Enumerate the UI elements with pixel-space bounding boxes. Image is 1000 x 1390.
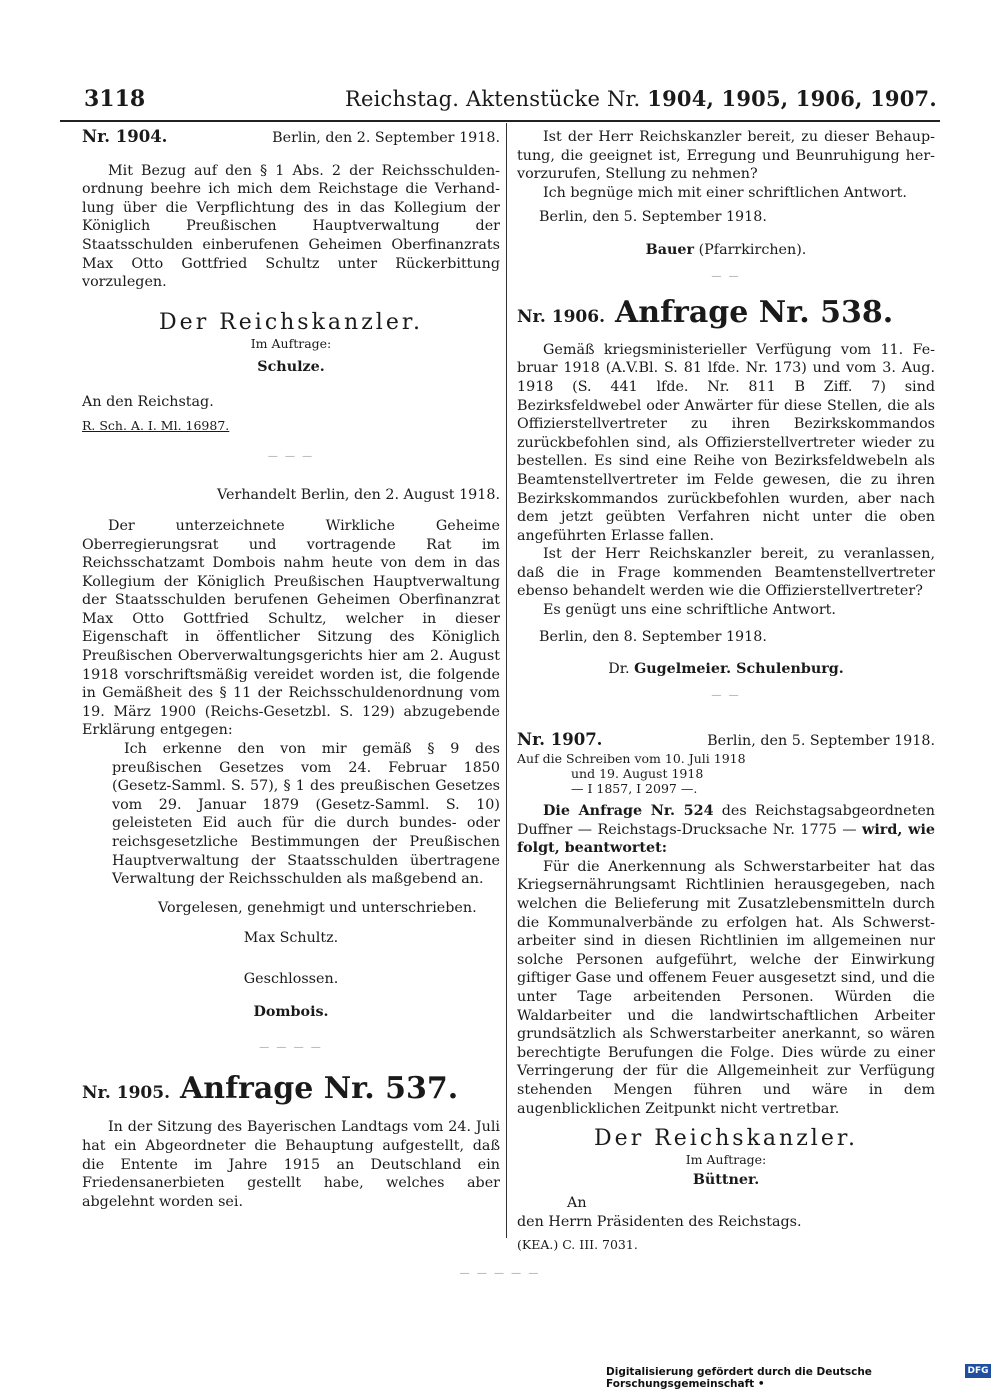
n1907-signature-name: Büttner. xyxy=(692,1172,760,1189)
n1905-signature-name: Bauer xyxy=(645,241,695,258)
verhandelt-signature-dombois: Dombois. xyxy=(253,1003,329,1020)
section-divider: — — — — xyxy=(259,1042,323,1054)
n1907-heading xyxy=(517,731,935,751)
n1906-number: Nr. 1906. xyxy=(517,307,606,328)
n1906-signature-names: Gugelmeier. Schulenburg. xyxy=(634,661,844,678)
n1907-body: Für die Anerkennung als Schwerstarbeiter hat das Kriegsernährungsamt Richtlinien herausgegeben, nach welchen die Belieferung mit Zusatzlebensmitteln durch die Kommunalverbände zu erfolgen hat. Als Schwerstarbeiter sind in diesen Richtlinien im allgemeinen nur solche Personen aufgeführt, welche der Einwirkung giftiger Gase und offenem Feuer ausgesetzt sind, und die unter Tage arbeitenden Personen. Würden die Waldarbeiter und die landwirtschaftlichen Arbeiter grundsätzlich als Schwerstarbeiter anerkannt, so wären berechtigte Berufungen die Folge. Dies würde zu einer Verringerung der für die Allgemeinheit zur Verfügung stehenden Mengen führen und wäre in dem augenblicklichen Zeitpunkt nicht vertretbar. xyxy=(517,858,935,1117)
n1907-addressee-line2: den Herrn Präsidenten des Reichstags. xyxy=(517,1213,802,1230)
running-title-text: Reichstag. Aktenstücke Nr. xyxy=(345,87,641,111)
verhandelt-date: Verhandelt Berlin, den 2. August 1918. xyxy=(217,487,500,504)
left-column xyxy=(82,128,500,1211)
verhandelt-declaration: Ich erkenne den von mir gemäß § 9 des preußischen Gesetzes vom 24. Februar 1850 (Gesetz-Samml. S. 57), § 1 des preußischen Gesetzes vom 29. Januar 1879 (Gesetz-Samml. S. 10) geleisteten Eid auch für die durch bundes- oder reichsgesetzliche Bestimmungen der Preußischen Hauptverwaltung der Staatsschulden übertragene Verwaltung der Reichsschulden als maßgebend an. xyxy=(112,741,500,888)
n1905-title: Anfrage Nr. 537. xyxy=(180,1070,459,1106)
running-title xyxy=(345,86,937,111)
n1904-number: Nr. 1904. xyxy=(82,127,168,146)
digitization-credit: Digitalisierung gefördert durch die Deutsche Forschungsgemeinschaft • xyxy=(606,1366,872,1390)
n1907-ref-line2: und 19. August 1918 xyxy=(571,766,704,782)
right-column xyxy=(517,128,935,1252)
n1905-signature-place: (Pfarrkirchen). xyxy=(698,241,807,258)
n1906-answer-request: Es genügt uns eine schriftliche Antwort. xyxy=(543,602,836,619)
n1905-signature xyxy=(517,241,935,260)
n1904-addressee: An den Reichstag. xyxy=(82,393,214,410)
n1906-question: Ist der Herr Reichskanzler bereit, zu veranlassen, daß die in Frage kommenden Beamtenstellvertreter ebenso behandelt werden wie die Offizierstellvertreter? xyxy=(517,546,935,600)
n1905-date: Berlin, den 5. September 1918. xyxy=(539,209,767,226)
n1904-heading xyxy=(82,128,500,148)
n1907-ref-line1: Auf die Schreiben vom 10. Juli 1918 xyxy=(517,751,746,767)
n1907-reference: (KEA.) C. III. 7031. xyxy=(517,1237,638,1253)
verhandelt-closing: Vorgelesen, genehmigt und unterschrieben. xyxy=(158,899,477,916)
verhandelt-signature-schultz: Max Schultz. xyxy=(243,930,339,947)
page-number: 3118 xyxy=(84,86,146,112)
running-title-numbers: 1904, 1905, 1906, 1907. xyxy=(647,86,937,111)
n1905-number: Nr. 1905. xyxy=(82,1082,171,1103)
n1904-signature-name: Schulze. xyxy=(257,358,325,375)
header-rule xyxy=(60,120,940,122)
n1907-lead-text: des Reichstagsabgeordneten Duffner — Reichstags-Drucksache Nr. 1775 — xyxy=(517,803,936,838)
section-divider: — — xyxy=(711,270,741,282)
column-divider xyxy=(506,123,507,1238)
n1907-signature-title: Der Reichskanzler. xyxy=(594,1126,858,1152)
n1907-number: Nr. 1907. xyxy=(517,730,603,750)
n1905-question: Ist der Herr Reichskanzler bereit, zu dieser Behauptung, die geeignet ist, Erregung und Beunruhigung hervorzurufen, Stellung zu nehmen? xyxy=(517,129,935,183)
n1907-date: Berlin, den 5. September 1918. xyxy=(707,733,935,750)
n1906-signature-prefix: Dr. xyxy=(608,661,630,678)
n1907-addressee-line1: An xyxy=(567,1194,587,1211)
n1904-signature-title: Der Reichskanzler. xyxy=(159,309,423,335)
page-header xyxy=(60,86,940,118)
section-divider: — — xyxy=(711,689,741,701)
verhandelt-body: Der unterzeichnete Wirkliche Geheime Oberregierungsrat und vortragende Rat im Reichsschatzamt Dombois nahm heute von dem in das Kollegium der Königlich Preußischen Hauptverwaltung der Staatsschulden berufenen Geheimen Oberfinanzrat Max Otto Gottfried Schultz, welcher in dieser Eigenschaft in öffentlicher Sitzung des Königlich Preußischen Oberverwaltungsgerichts hier am 2. August 1918 vorschriftsmäßig vereidet worden ist, die folgende in Gemäßheit des § 11 der Reichsschuldenordnung vom 19. März 1900 (Reichs-Gesetzbl. S. 129) abzugebende Erklärung entgegen: xyxy=(82,517,500,739)
dfg-logo: DFG xyxy=(965,1364,991,1378)
n1907-signature-sub: Im Auftrage: xyxy=(685,1151,767,1167)
n1907-lead-bold: Die Anfrage Nr. 524 xyxy=(543,803,714,820)
n1906-heading xyxy=(517,295,935,331)
n1904-reference: R. Sch. A. I. Ml. 16987. xyxy=(82,418,230,434)
n1906-date: Berlin, den 8. September 1918. xyxy=(539,628,767,645)
n1904-date: Berlin, den 2. September 1918. xyxy=(272,130,500,146)
n1907-lead-end: wird, wie folgt, beantwortet: xyxy=(517,821,936,857)
section-divider: — — — xyxy=(267,450,315,462)
n1907-lead xyxy=(517,802,935,858)
n1906-title: Anfrage Nr. 538. xyxy=(615,295,894,331)
verhandelt-closed: Geschlossen. xyxy=(243,970,339,987)
n1904-body: Mit Bezug auf den § 1 Abs. 2 der Reichsschuldenordnung beehre ich mich dem Reichstage die Verhandlung über die Verpflichtung des in das Kollegium der Königlich Preußischen Hauptverwaltung der Staatsschulden einberufenen Geheimen Oberfinanzrats Max Otto Gottfried Schultz unter Rückerbittung vorzulegen. xyxy=(82,162,500,291)
n1906-signatures xyxy=(517,660,935,679)
n1907-ref-line3: — I 1857, I 2097 —. xyxy=(571,781,698,797)
n1905-answer-request: Ich begnüge mich mit einer schriftlichen Antwort. xyxy=(543,184,907,201)
n1905-body: In der Sitzung des Bayerischen Landtags vom 24. Juli hat ein Abgeordneter die Behauptung aufgestellt, daß die Entente im Jahre 1915 an Deutschland ein Friedensanerbieten gestellt habe, welches aber abgelehnt worden sei. xyxy=(82,1119,500,1210)
n1906-body: Gemäß kriegsministerieller Verfügung vom 11. Februar 1918 (A.V.Bl. S. 81 lfde. Nr. 173) und vom 3. Aug. 1918 (S. 441 lfde. Nr. 811 B Ziff. 7) sind Bezirksfeldwebel oder Anwärter für diese Stellen, die als Offizierstellvertreter zu ihren Bezirkskommandos zurückbefohlen sind, als Offizierstellvertreter wieder zu bestellen. Es sind eine Reihe von Bezirksfeldwebeln als Beamtenstellvertreter im Felde gewesen, die zu ihren Bezirkskommandos zurückbefohlen wurden, aber nach dem jetzt geübten Verfahren nicht unter die oben angeführten Erlasse fallen. xyxy=(517,341,935,544)
n1905-heading xyxy=(82,1070,500,1106)
bottom-divider: — — — — — xyxy=(459,1268,541,1279)
n1904-signature-sub: Im Auftrage: xyxy=(250,336,332,352)
